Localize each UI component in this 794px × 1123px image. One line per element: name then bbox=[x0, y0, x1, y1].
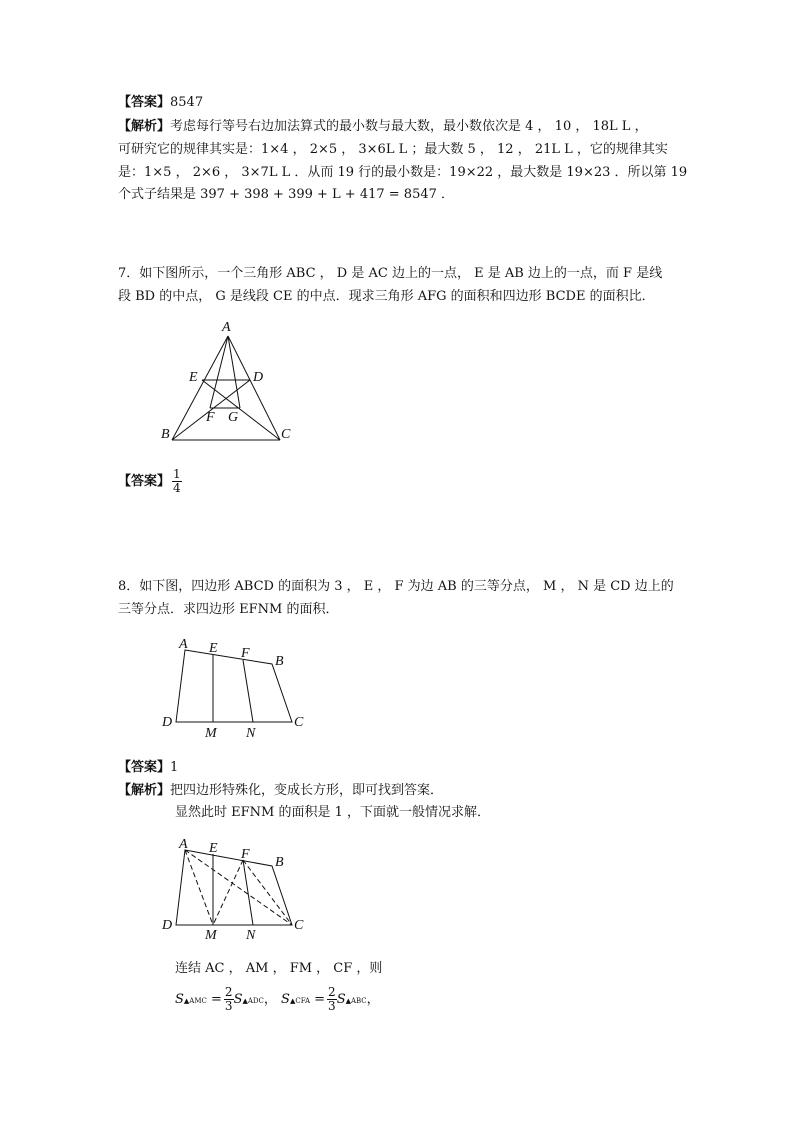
answer-label: 【答案】 bbox=[118, 760, 171, 775]
label-g: G bbox=[228, 410, 239, 425]
label-c: C bbox=[294, 715, 304, 730]
label-c: C bbox=[281, 427, 291, 442]
analysis-1-line-3: 是：1×5 ， 2×6 ， 3×7L L ．从而 19 行的最小数是：19×22 ，最大数是 19×23 ．所以第 19 bbox=[118, 165, 688, 180]
analysis-text: 把四边形特殊化，变成长方形，即可找到答案． bbox=[170, 783, 444, 798]
label-e: E bbox=[209, 641, 218, 656]
label-n: N bbox=[246, 928, 256, 943]
analysis-text: 考虑每行等号右边加法算式的最小数与最大数，最小数依次是 4 ， 10 ， 18L L ， bbox=[170, 119, 648, 134]
analysis-label: 【解析】 bbox=[118, 783, 171, 798]
label-d: D bbox=[162, 918, 173, 933]
answer-value: 1 bbox=[170, 760, 179, 775]
dashed-am bbox=[185, 850, 213, 925]
label-f: F bbox=[206, 410, 215, 425]
label-m: M bbox=[205, 928, 217, 943]
answer-value: 8547 bbox=[170, 95, 204, 110]
label-n: N bbox=[246, 726, 256, 741]
label-e: E bbox=[189, 370, 198, 385]
label-e: E bbox=[209, 841, 218, 856]
analysis-8-line-3: 连结 AC ， AM ， FM ， CF ，则 bbox=[175, 961, 383, 976]
label-c: C bbox=[294, 918, 304, 933]
analysis-label: 【解析】 bbox=[118, 119, 171, 134]
question-8-line-2: 三等分点．求四边形 EFNM 的面积． bbox=[118, 602, 339, 617]
label-a: A bbox=[179, 637, 188, 652]
label-a: A bbox=[179, 837, 188, 852]
formula-1: S▲AMC = $\frac{2}{3}$ S▲ADC bbox=[175, 985, 264, 1013]
segment-fn bbox=[243, 860, 253, 925]
question-7-line-2: 段 BD 的中点， G 是线段 CE 的中点．现求三角形 AFG 的面积和四边形 BCDE 的面积比． bbox=[118, 289, 655, 304]
question-7-line-1: 7．如下图所示，一个三角形 ABC ， D 是 AC 边上的一点， E 是 AB 边上的一点，而 F 是线 bbox=[118, 266, 663, 281]
answer-label: 【答案】 bbox=[118, 95, 171, 110]
label-b: B bbox=[275, 654, 284, 669]
analysis-1-line-4: 个式子结果是 397 + 398 + 399 + L + 417 = 8547 ． bbox=[118, 187, 455, 202]
dashed-cf bbox=[243, 860, 292, 925]
fraction-numerator: 1 bbox=[173, 467, 181, 481]
analysis-8-line-2: 显然此时 EFNM 的面积是 1 ，下面就一般情况求解． bbox=[175, 805, 490, 820]
label-f: F bbox=[241, 847, 250, 862]
label-b: B bbox=[161, 427, 170, 442]
label-a: A bbox=[222, 320, 231, 335]
label-d: D bbox=[162, 715, 173, 730]
fraction-denominator: 4 bbox=[173, 481, 181, 495]
answer-label: 【答案】 bbox=[118, 474, 171, 489]
analysis-1-line-2: 可研究它的规律其实是：1×4 ， 2×5 ， 3×6L L ；最大数 5 ， 12 ， 21L L ，它的规律其实 bbox=[118, 142, 668, 157]
label-m: M bbox=[205, 726, 217, 741]
question-8-line-1: 8．如下图，四边形 ABCD 的面积为 3 ， E ， F 为边 AB 的三等分点， M ， N 是 CD 边上的 bbox=[118, 579, 674, 594]
label-d: D bbox=[253, 370, 264, 385]
label-b: B bbox=[275, 855, 284, 870]
formula-2: S▲CFA = $\frac{2}{3}$ S▲ABC bbox=[281, 985, 367, 1013]
label-f: F bbox=[241, 646, 250, 661]
dashed-fm bbox=[213, 860, 243, 925]
area-formulas: S▲AMC = $\frac{2}{3}$ S▲ADC， S▲CFA = $\frac{2}{3}$ S▲ABC， bbox=[175, 985, 380, 1013]
